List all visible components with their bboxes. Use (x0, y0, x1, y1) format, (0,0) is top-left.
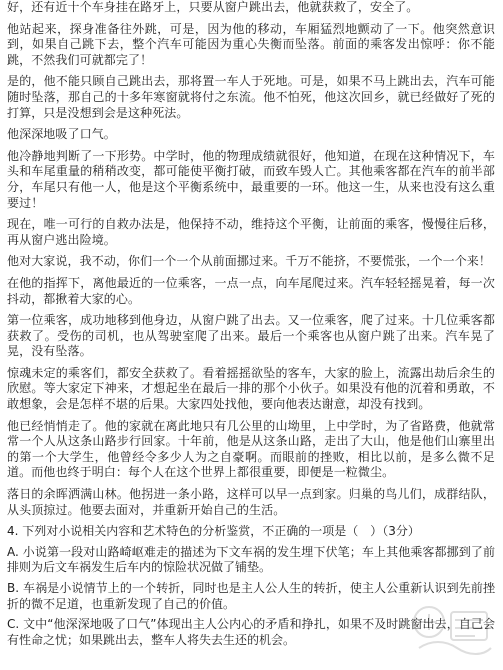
paragraph-10: 惊魂未定的乘客们，都安全获救了。看着摇摇欲坠的客车，大家的脸上，流露出劫后余生的欣慰。等大家定下神来，才想起坐在最后一排的那个小伙子。如果没有他的沉着和勇敢，不敢想象，会是怎样不堪的后果。大家四处找他，要向他表达谢意，却没有找到。 (7, 365, 495, 412)
paragraph-3: 是的，他不能只顾自己跳出去，那将置一车人于死地。可是，如果不马上跳出去，汽车可能随时坠落，那自己的十多年寒窗就将付之东流。他不怕死，他这次回乡，就已经做好了死的打算，只是没想到会是这种死法。 (7, 74, 495, 120)
option-b: B. 车祸是小说情节上的一个转折，同时也是主人公人生的转折，使主人公重新认识到先前挫折的微不足道，也重新发现了自己的价值。 (7, 581, 495, 611)
paragraph-12: 落日的余晖洒满山林。他拐进一条小路，这样可以早一点到家。归巢的鸟儿们，成群结队，从头顶掠过。他要去面对，并重新开始自己的生活。 (7, 487, 495, 517)
paragraph-11: 他已经悄悄走了。他的家就在离此地只有几公里的山坳里，上中学时，为了省路费，他就常常一个人从这条山路步行回家。十年前，他是从这条山路，走出了大山，他是他们山寨里出的第一个大学生，他曾经令多少人为之自豪啊。而眼前的挫败，相比以前，是多么微不足道。而他也终于明白：每个人在这个世界上都很重要，即便是一粒微尘。 (7, 418, 495, 480)
paragraph-2: 他站起来，探身准备往外跳，可是，因为他的移动，车厢猛烈地颤动了一下。他突然意识到，如果自己跳下去，整个汽车可能因为重心失衡而坠落。前面的乘客发出惊呼：你不能跳，不然我们可就都完了！ (7, 21, 495, 67)
paragraph-4: 他深深地吸了口气。 (7, 127, 116, 142)
paragraph-5: 他冷静地判断了一下形势。中学时，他的物理成绩就很好，他知道，在现在这种情况下，车头和车尾重量的稍稍改变，都可能使平衡打破，而致车毁人亡。其他乘客都在汽车的前半部分，车尾只有他一人，他是这个平衡系统中，最重要的一环。他这一生，从来也没有这么重要过！ (7, 148, 495, 210)
question-block (7, 524, 495, 648)
paragraph-8: 在他的指挥下，离他最近的一位乘客，一点一点，向车尾爬过来。汽车轻轻摇晃着，每一次抖动，都揪着大家的心。 (7, 275, 495, 306)
question-stem: 4. 下列对小说相关内容和艺术特色的分析鉴赏，不正确的一项是（ ）（3分） (7, 524, 420, 539)
story-article (7, 0, 495, 518)
option-c: C. 文中“他深深地吸了口气”体现出主人公内心的矛盾和挣扎，如果不及时跳窗出去，自己会有性命之忧；如果跳出去，整车人将失去生还的机会。 (7, 617, 495, 647)
paragraph-1: 好，还有近十个车身挂在路牙上，只要从窗户跳出去，他就获救了，安全了。 (7, 0, 419, 14)
paragraph-7: 他对大家说，我不动，你们一个一个从前面挪过来。千万不能挤，不要慌张，一个一个来！ (7, 254, 492, 269)
paragraph-9: 第一位乘客，成功地移到他身边，从窗户跳了出去。又一位乘客，爬了过来。十几位乘客都获救了。受伤的司机，也从驾驶室爬了出来。最后一个乘客也从窗户跳了出来。汽车晃了晃，没有坠落。 (7, 313, 495, 359)
option-a: A. 小说第一段对山路崎岖难走的描述为下文车祸的发生埋下伏笔；车上其他乘客都挪到了前排则为后文车祸发生后车内的惊险状况做了铺垫。 (7, 544, 495, 575)
paragraph-6: 现在，唯一可行的自救办法是，他保持不动，维持这个平衡，让前面的乘客，慢慢往后移，再从窗户逃出险境。 (7, 217, 495, 247)
